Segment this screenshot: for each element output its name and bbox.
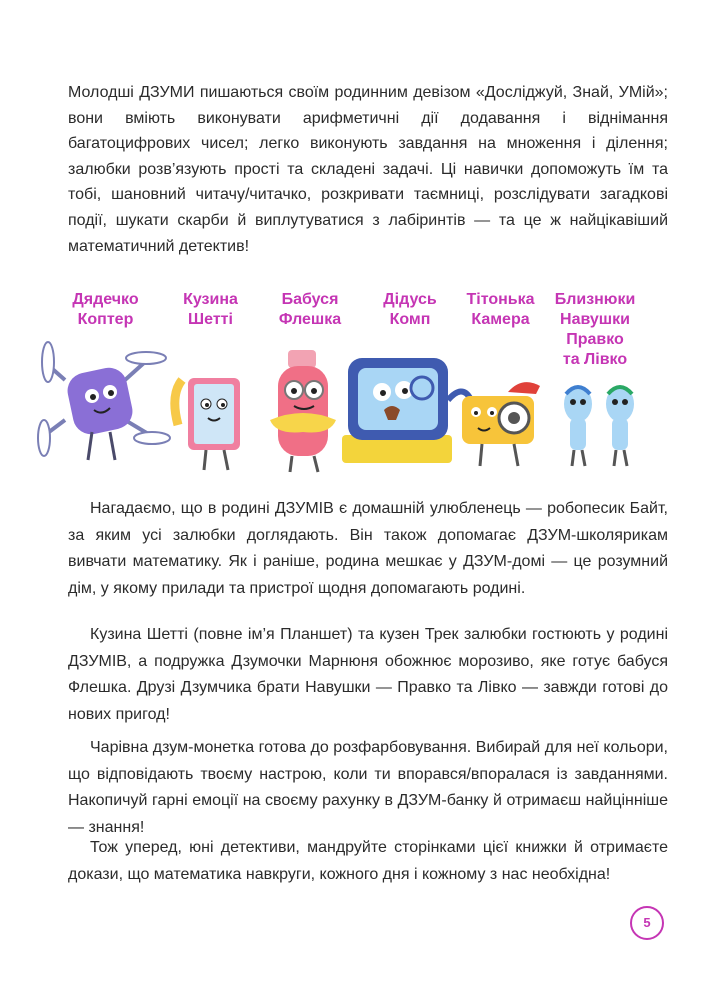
character-name-navushky: Близнюки Навушки Правко та Лівко: [554, 291, 636, 368]
paragraph-3: Чарівна дзум-монетка готова до розфарбовування. Вибирай для неї кольори, що відповідають твоєму настрою, коли ти впорався/впоралася із завданнями. Накопичуй гарні емоції на своєму рахунку в ДЗУМ-банку й отримаєш найцінніше — знання!: [68, 739, 668, 836]
copter-character: [38, 342, 170, 460]
paragraph-2: Кузина Шетті (повне ім’я Планшет) та кузен Трек залюбки гостюють у родині ДЗУМІВ, а подружка Дзумочки Марнюня обожнює морозиво, яке готує бабуся Флешка. Друзі Дзумчика брати Навушки — Правко та Лівко — завжди готові до нових пригод!: [68, 626, 668, 723]
character-name-copter: Дядечко Коптер: [72, 291, 139, 328]
paragraph-4: Тож уперед, юні детективи, мандруйте сторінками цієї книжки й отримаєте докази, що математика навкруги, кожного дня і кожному з нас необхідна!: [68, 839, 668, 883]
paragraph-1: Нагадаємо, що в родині ДЗУМІВ є домашній улюбленець — робопесик Байт, за яким усі залюбки доглядають. Він також допомагає ДЗУМ-школярикам вивчати математику. Як і раніше, родина мешкає у ДЗУМ-домі — це розумний дім, у якому прилади та пристрої щодня допомагають родині.: [68, 500, 668, 597]
character-name-kamera: Тітонька Камера: [466, 291, 535, 328]
character-name-fleshka: Бабуся Флешка: [278, 291, 342, 328]
navushky-characters: [564, 386, 634, 466]
page-number: 5: [630, 906, 664, 940]
character-name-shetti: Кузина Шетті: [183, 291, 238, 328]
intro-paragraph: Молодші ДЗУМИ пишаються своїм родинним девізом «Досліджуй, Знай, УМій»; вони вміють виконувати арифметичні дії додавання і віднімання багатоцифрових чисел; легко виконують завдання на множення і ділення; залюбки розв’язують прості та складені задачі. Ці навички допоможуть їм та тобі, шановний читачу/читачко, розкривати таємниці, розслідувати загадкові події, шукати скарби й виплутуватися з лабіринтів — та це ж найцікавіший математичний детектив!: [68, 84, 668, 255]
shetti-character: [175, 378, 240, 470]
characters-illustration: [30, 340, 670, 480]
kamera-character: [462, 382, 540, 466]
komp-character: [342, 358, 470, 463]
fleshka-character: [270, 350, 336, 472]
character-name-komp: Дідусь Комп: [383, 291, 437, 328]
